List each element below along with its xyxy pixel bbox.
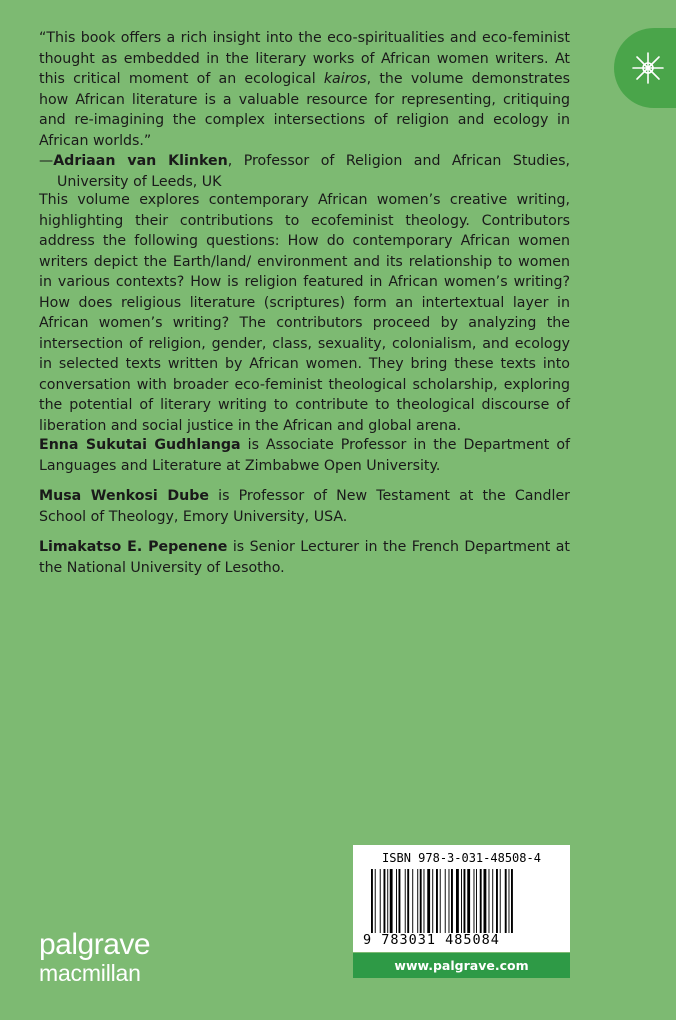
barcode-bar — [474, 869, 475, 933]
barcode-bar — [407, 869, 409, 933]
barcode-bar — [464, 869, 466, 933]
barcode-bar — [461, 869, 462, 933]
barcode-bar — [451, 869, 453, 933]
barcode-bar — [505, 869, 507, 933]
bio-text: is Senior Lecturer in the French Department at the National University of Lesotho. — [39, 539, 570, 576]
barcode-bar — [436, 869, 438, 933]
barcode-bar — [371, 869, 373, 933]
barcode-bar — [480, 869, 482, 933]
publisher-url[interactable]: www.palgrave.com — [353, 953, 570, 978]
editor-bios — [39, 435, 570, 588]
quote-text — [39, 28, 570, 151]
quote-italic-word: kairos — [323, 71, 367, 87]
description-text: This volume explores contemporary African women’s creative writing, highlighting their contributions to ecofeminist theology. Contributors address the following questions: How do contemporary African women writers depict the Earth/land/ environment and its relationship to women in various contexts? How is religion featured in African women’s writing? How does religious literature (scriptures) form an intertextual layer in African women’s writing? The contributors proceed by analyzing the intersection of religion, gender, class, sexuality, colonialism, and ecology in selected texts written by African women. They bring these texts into conversation with broader eco-feminist theological scholarship, exploring the potential of literary writing to contribute to theological discourse of liberation and social justice in the African and global arena. — [39, 192, 570, 434]
barcode-bar — [384, 869, 386, 933]
barcode-bar — [420, 869, 422, 933]
barcode-bar — [387, 869, 388, 933]
barcode-bar — [449, 869, 450, 933]
barcode-bar — [399, 869, 401, 933]
barcode-bar — [432, 869, 433, 933]
bio-text: is Associate Professor in the Department of Languages and Literature at Zimbabwe Open University. — [39, 437, 571, 474]
bio-item — [39, 537, 570, 578]
barcode-bar — [476, 869, 477, 933]
bio-name: Limakatso E. Pepenene — [39, 539, 228, 555]
palgrave-star-icon — [630, 50, 666, 86]
bio-name: Enna Sukutai Gudhlanga — [39, 437, 241, 453]
barcode-bar — [390, 869, 393, 933]
bio-name: Musa Wenkosi Dube — [39, 488, 210, 504]
quote-text-part: , the volume demonstrates how African literature is a valuable resource for representing, critiquing and re-imagining the complex intersections of religion and ecology in African worlds.” — [39, 71, 570, 149]
endorsement-quote — [39, 28, 570, 192]
logo-line-2: macmillan — [39, 960, 141, 986]
barcode-bar — [500, 869, 501, 933]
barcode-bar — [396, 869, 397, 933]
barcode-bar — [412, 869, 413, 933]
book-description — [39, 190, 570, 436]
barcode-bar — [440, 869, 441, 933]
barcode-bar — [424, 869, 425, 933]
attribution-dash: — — [39, 153, 54, 169]
logo-line-1: palgrave — [39, 928, 151, 961]
barcode-bar — [496, 869, 498, 933]
barcode-bar — [445, 869, 446, 933]
barcode-bar — [456, 869, 459, 933]
isbn-label: ISBN 978-3-031-48508-4 — [382, 851, 541, 865]
quote-text-part: “This book offers a rich insight into the eco-spiritualities and eco-feminist thought as embedded in the literary works of African women writers. At this critical moment of an ecological — [39, 30, 570, 87]
attribution-role: , Professor of Religion and African Studies, University of Leeds, UK — [57, 153, 570, 190]
barcode-bar — [380, 869, 381, 933]
barcode-digits: 9 783031 485084 — [363, 932, 500, 948]
attribution-name: Adriaan van Klinken — [53, 153, 228, 169]
barcode-bar — [427, 869, 430, 933]
barcode-bar — [489, 869, 490, 933]
barcode-bar — [492, 869, 493, 933]
bio-item — [39, 435, 570, 476]
barcode-bar — [405, 869, 406, 933]
barcode-bar — [509, 869, 510, 933]
palgrave-macmillan-logo — [39, 930, 150, 985]
barcode-bar — [484, 869, 487, 933]
quote-attribution — [39, 151, 570, 192]
barcode-bar — [417, 869, 418, 933]
barcode-bars — [371, 869, 556, 933]
barcode-bar — [511, 869, 513, 933]
barcode-bar — [375, 869, 376, 933]
isbn-barcode — [353, 845, 570, 952]
barcode-bar — [467, 869, 470, 933]
bio-text: is Professor of New Testament at the Candler School of Theology, Emory University, USA. — [39, 488, 570, 525]
bio-item — [39, 486, 570, 527]
publisher-badge — [614, 28, 676, 108]
